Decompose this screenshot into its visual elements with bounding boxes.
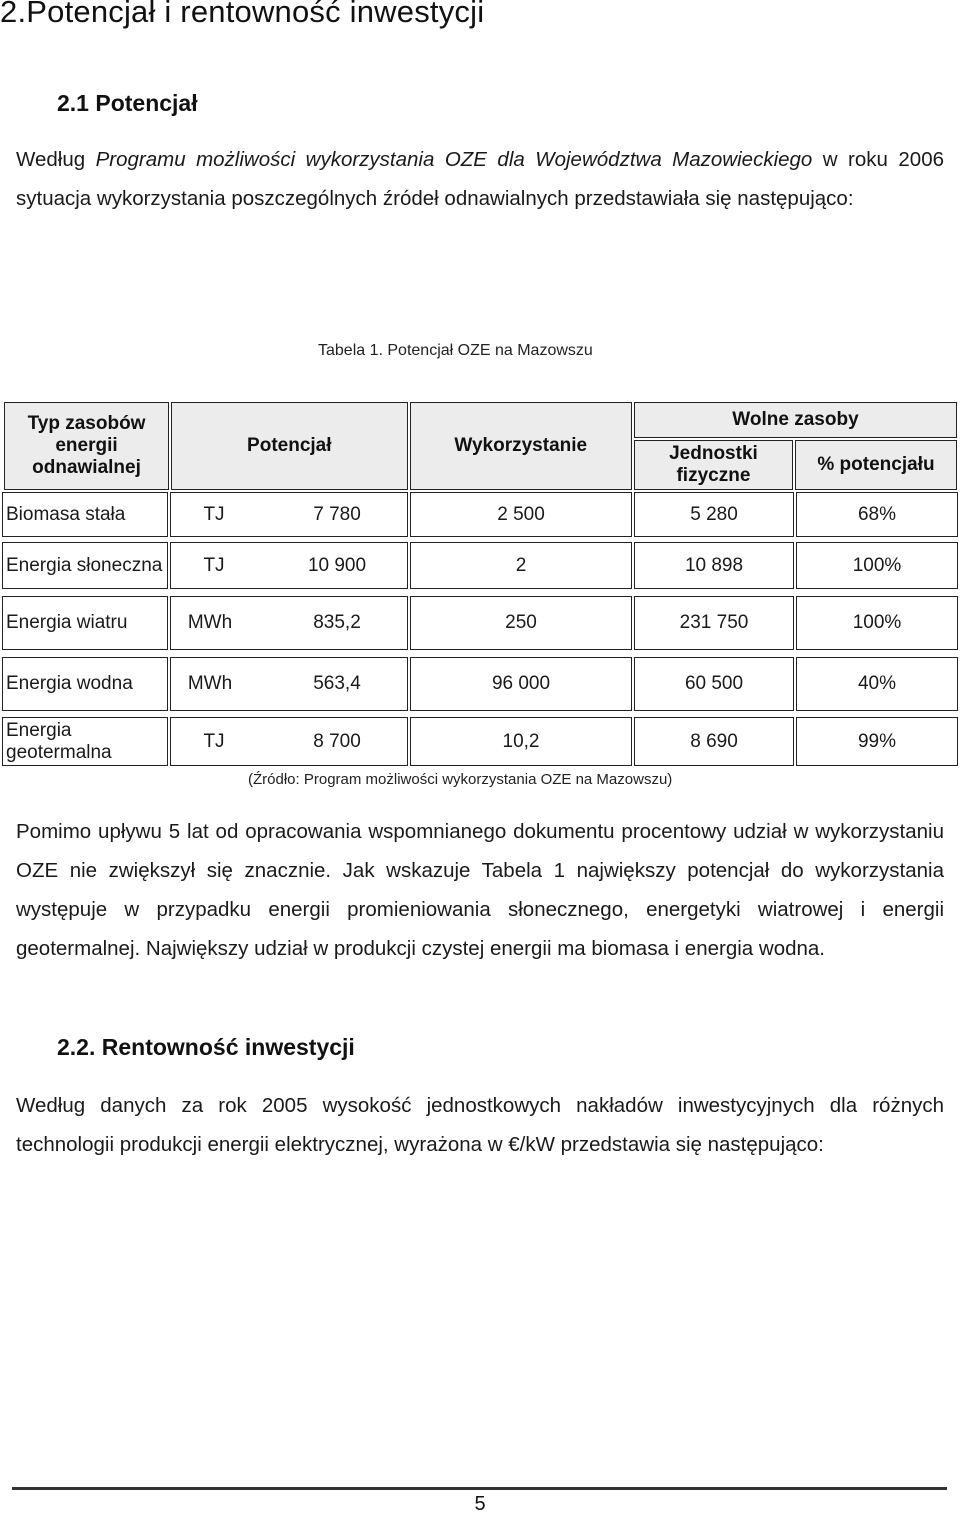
header-physical-units: Jednostki fizyczne xyxy=(634,440,793,490)
cell-free-resources: 60 500 xyxy=(634,657,794,711)
cell-free-resources: 231 750 xyxy=(634,596,794,650)
analysis-paragraph: Pomimo upływu 5 lat od opracowania wspomnianego dokumentu procentowy udział w wykorzystaniu OZE nie zwiększył się znacznie. Jak wskazuje Tabela 1 największy potencjał do wykorzystania występuje w przypadku energii promieniowania słonecznego, energetyki wiatrowej i energii geotermalnej. Największy udział w produkcji czystej energii ma biomasa i energia wodna. xyxy=(16,820,944,960)
table-row xyxy=(0,717,960,770)
intro-program-title: Programu możliwości wykorzystania OZE dla Województwa Mazowieckiego xyxy=(95,148,813,171)
cell-usage: 2 xyxy=(410,542,632,589)
cell-resource-type: Energia wiatru xyxy=(2,596,168,650)
table-caption: Tabela 1. Potencjał OZE na Mazowszu xyxy=(318,342,593,359)
table-row xyxy=(0,542,960,593)
cell-resource-type: Energia słoneczna xyxy=(2,542,168,589)
cell-potential: 835,2 xyxy=(313,612,361,633)
section-title-2-2: 2.2. Rentowność inwestycji xyxy=(57,1034,355,1060)
cell-free-resources: 5 280 xyxy=(634,492,794,537)
cell-usage: 96 000 xyxy=(410,657,632,711)
chapter-heading: 2.Potencjał i rentowność inwestycji xyxy=(0,0,485,29)
cell-percent: 68% xyxy=(796,492,958,537)
cell-percent: 100% xyxy=(796,542,958,589)
cell-percent: 40% xyxy=(796,657,958,711)
page-number: 5 xyxy=(474,1493,486,1515)
intro-text-start: Według xyxy=(16,148,96,171)
table-row xyxy=(0,492,960,541)
cell-unit: MWh xyxy=(187,673,233,694)
header-usage: Wykorzystanie xyxy=(410,402,632,490)
cell-resource-type: Energia geotermalna xyxy=(2,717,168,766)
oze-potential-table xyxy=(2,400,959,492)
cell-potential: 8 700 xyxy=(313,730,361,752)
cell-usage: 2 500 xyxy=(410,492,632,537)
cell-usage: 10,2 xyxy=(410,717,632,766)
cell-usage: 250 xyxy=(410,596,632,650)
table-row xyxy=(0,657,960,715)
section-title-2-1: 2.1 Potencjał xyxy=(57,90,198,116)
cell-potential: 7 780 xyxy=(313,503,361,525)
table-source: (Źródło: Program możliwości wykorzystania OZE na Mazowszu) xyxy=(248,771,673,788)
cell-free-resources: 10 898 xyxy=(634,542,794,589)
cell-unit: TJ xyxy=(203,554,225,576)
cell-potential: 10 900 xyxy=(307,554,367,576)
table-row xyxy=(0,596,960,654)
cell-percent: 99% xyxy=(796,717,958,766)
cell-potential: 563,4 xyxy=(313,673,361,694)
cell-resource-type: Energia wodna xyxy=(2,657,168,711)
header-type: Typ zasobów energii odnawialnej xyxy=(4,402,169,490)
cell-percent: 100% xyxy=(796,596,958,650)
intro-text-end: w roku 2006 sytuacja wykorzystania poszczególnych źródeł odnawialnych przedstawiała się następująco: xyxy=(16,148,944,210)
investment-paragraph: Według danych za rok 2005 wysokość jednostkowych nakładów inwestycyjnych dla różnych technologii produkcji energii elektrycznej, wyrażona w €/kW przedstawia się następująco: xyxy=(16,1094,944,1156)
header-free-resources: Wolne zasoby xyxy=(634,402,957,438)
header-potential: Potencjał xyxy=(171,402,408,490)
table-header-row xyxy=(4,402,957,438)
footer-divider xyxy=(12,1487,947,1490)
cell-unit: TJ xyxy=(203,503,225,525)
cell-free-resources: 8 690 xyxy=(634,717,794,766)
cell-resource-type: Biomasa stała xyxy=(2,492,168,537)
header-percent-potential: % potencjału xyxy=(795,440,957,490)
cell-unit: TJ xyxy=(203,730,225,752)
intro-paragraph xyxy=(16,140,944,218)
cell-unit: MWh xyxy=(187,612,233,633)
